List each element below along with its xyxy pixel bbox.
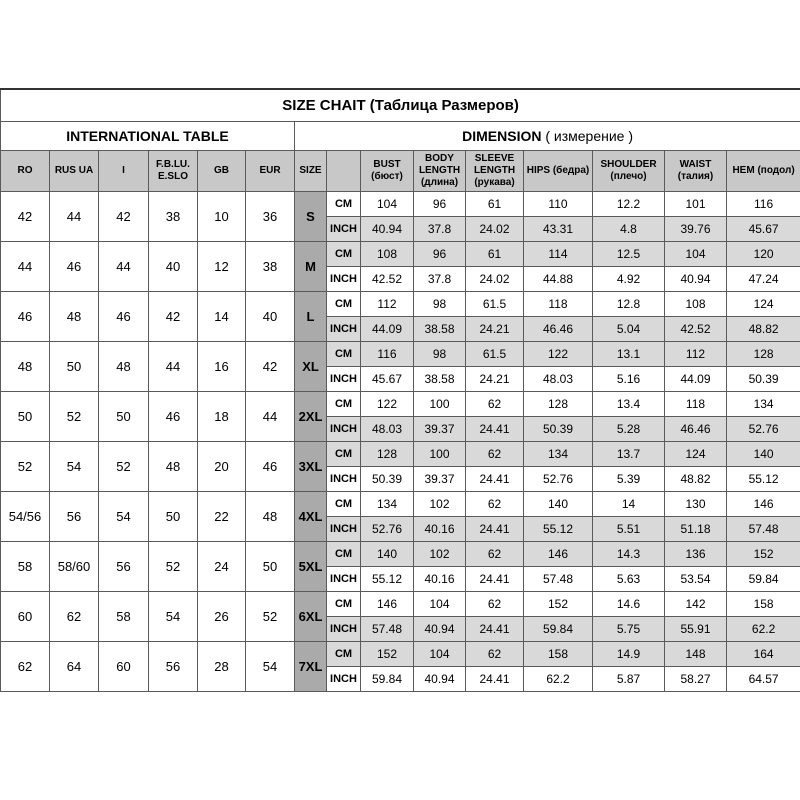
measurement-inch-cell: 24.21 — [466, 367, 524, 392]
unit-cm-label: CM — [327, 242, 361, 267]
measurement-inch-cell: 45.67 — [727, 217, 800, 242]
intl-size-cell: 56 — [149, 642, 198, 692]
unit-cm-label: CM — [327, 592, 361, 617]
measurement-cm-cell: 130 — [665, 492, 727, 517]
intl-size-cell: 46 — [99, 292, 149, 342]
intl-size-cell: 58 — [1, 542, 50, 592]
measurement-inch-cell: 40.94 — [665, 267, 727, 292]
col-header-shoulder: SHOULDER (плечо) — [593, 151, 665, 192]
intl-size-cell: 56 — [50, 492, 99, 542]
dimension-heading-en: DIMENSION — [462, 128, 542, 144]
measurement-cm-cell: 104 — [414, 592, 466, 617]
unit-cm-label: CM — [327, 392, 361, 417]
measurement-cm-cell: 116 — [361, 342, 414, 367]
size-label-cell: XL — [295, 342, 327, 392]
intl-size-cell: 46 — [246, 442, 295, 492]
intl-size-cell: 46 — [149, 392, 198, 442]
unit-inch-label: INCH — [327, 317, 361, 342]
measurement-cm-cell: 134 — [524, 442, 593, 467]
measurement-inch-cell: 48.03 — [524, 367, 593, 392]
measurement-cm-cell: 12.5 — [593, 242, 665, 267]
measurement-inch-cell: 55.12 — [524, 517, 593, 542]
measurement-cm-cell: 114 — [524, 242, 593, 267]
measurement-cm-cell: 146 — [727, 492, 800, 517]
intl-size-cell: 54/56 — [1, 492, 50, 542]
intl-size-cell: 52 — [1, 442, 50, 492]
measurement-cm-cell: 62 — [466, 592, 524, 617]
measurement-inch-cell: 57.48 — [524, 567, 593, 592]
intl-size-cell: 54 — [99, 492, 149, 542]
col-header-eur: EUR — [246, 151, 295, 192]
intl-size-cell: 58/60 — [50, 542, 99, 592]
measurement-inch-cell: 59.84 — [524, 617, 593, 642]
measurement-cm-cell: 62 — [466, 392, 524, 417]
measurement-cm-cell: 148 — [665, 642, 727, 667]
intl-size-cell: 12 — [198, 242, 246, 292]
measurement-inch-cell: 40.94 — [414, 617, 466, 642]
measurement-inch-cell: 48.03 — [361, 417, 414, 442]
measurement-inch-cell: 5.16 — [593, 367, 665, 392]
measurement-cm-cell: 61.5 — [466, 342, 524, 367]
size-label-cell: S — [295, 192, 327, 242]
measurement-cm-cell: 128 — [727, 342, 800, 367]
size-label-cell: 7XL — [295, 642, 327, 692]
unit-inch-label: INCH — [327, 517, 361, 542]
measurement-inch-cell: 24.21 — [466, 317, 524, 342]
measurement-cm-cell: 124 — [665, 442, 727, 467]
measurement-cm-cell: 104 — [414, 642, 466, 667]
measurement-cm-cell: 158 — [727, 592, 800, 617]
measurement-cm-cell: 13.4 — [593, 392, 665, 417]
column-header-row — [1, 151, 800, 192]
unit-inch-label: INCH — [327, 467, 361, 492]
measurement-cm-cell: 122 — [361, 392, 414, 417]
intl-size-cell: 64 — [50, 642, 99, 692]
measurement-cm-cell: 118 — [665, 392, 727, 417]
unit-inch-label: INCH — [327, 617, 361, 642]
measurement-cm-cell: 62 — [466, 642, 524, 667]
intl-size-cell: 46 — [50, 242, 99, 292]
measurement-cm-cell: 140 — [361, 542, 414, 567]
measurement-inch-cell: 43.31 — [524, 217, 593, 242]
measurement-inch-cell: 58.27 — [665, 667, 727, 692]
measurement-cm-cell: 96 — [414, 242, 466, 267]
measurement-cm-cell: 102 — [414, 492, 466, 517]
measurement-inch-cell: 4.92 — [593, 267, 665, 292]
size-chart — [0, 88, 800, 702]
measurement-cm-cell: 118 — [524, 292, 593, 317]
intl-size-cell: 26 — [198, 592, 246, 642]
measurement-cm-cell: 152 — [524, 592, 593, 617]
measurement-cm-cell: 134 — [727, 392, 800, 417]
measurement-inch-cell: 53.54 — [665, 567, 727, 592]
intl-size-cell: 46 — [1, 292, 50, 342]
intl-size-cell: 54 — [246, 642, 295, 692]
measurement-cm-cell: 128 — [361, 442, 414, 467]
measurement-cm-cell: 98 — [414, 342, 466, 367]
unit-cm-label: CM — [327, 442, 361, 467]
measurement-inch-cell: 24.02 — [466, 217, 524, 242]
measurement-cm-cell: 104 — [361, 192, 414, 217]
measurement-inch-cell: 59.84 — [361, 667, 414, 692]
size-label-cell: L — [295, 292, 327, 342]
size-label-cell: 5XL — [295, 542, 327, 592]
intl-size-cell: 22 — [198, 492, 246, 542]
measurement-inch-cell: 50.39 — [361, 467, 414, 492]
measurement-inch-cell: 39.76 — [665, 217, 727, 242]
unit-inch-label: INCH — [327, 267, 361, 292]
measurement-cm-cell: 116 — [727, 192, 800, 217]
measurement-cm-cell: 98 — [414, 292, 466, 317]
col-header-sleeve-length: SLEEVE LENGTH (рукава) — [466, 151, 524, 192]
size-row-cm — [1, 442, 800, 467]
measurement-cm-cell: 134 — [361, 492, 414, 517]
measurement-cm-cell: 62 — [466, 542, 524, 567]
measurement-cm-cell: 104 — [665, 242, 727, 267]
col-header-ro: RO — [1, 151, 50, 192]
measurement-cm-cell: 112 — [665, 342, 727, 367]
dimension-heading — [295, 122, 800, 151]
measurement-cm-cell: 146 — [361, 592, 414, 617]
measurement-inch-cell: 5.04 — [593, 317, 665, 342]
measurement-cm-cell: 124 — [727, 292, 800, 317]
measurement-inch-cell: 55.91 — [665, 617, 727, 642]
measurement-cm-cell: 108 — [665, 292, 727, 317]
measurement-inch-cell: 24.41 — [466, 417, 524, 442]
intl-size-cell: 18 — [198, 392, 246, 442]
intl-size-cell: 48 — [50, 292, 99, 342]
col-header-gb: GB — [198, 151, 246, 192]
measurement-inch-cell: 55.12 — [361, 567, 414, 592]
measurement-inch-cell: 37.8 — [414, 267, 466, 292]
measurement-inch-cell: 40.16 — [414, 517, 466, 542]
measurement-inch-cell: 42.52 — [665, 317, 727, 342]
measurement-cm-cell: 12.8 — [593, 292, 665, 317]
col-header-hips: HIPS (бедра) — [524, 151, 593, 192]
measurement-cm-cell: 13.7 — [593, 442, 665, 467]
col-header-size: SIZE — [295, 151, 327, 192]
intl-size-cell: 38 — [149, 192, 198, 242]
measurement-cm-cell: 61.5 — [466, 292, 524, 317]
measurement-cm-cell: 96 — [414, 192, 466, 217]
size-row-cm — [1, 242, 800, 267]
measurement-cm-cell: 152 — [361, 642, 414, 667]
unit-inch-label: INCH — [327, 667, 361, 692]
measurement-inch-cell: 57.48 — [361, 617, 414, 642]
measurement-inch-cell: 57.48 — [727, 517, 800, 542]
measurement-inch-cell: 55.12 — [727, 467, 800, 492]
size-row-cm — [1, 492, 800, 517]
measurement-inch-cell: 38.58 — [414, 367, 466, 392]
measurement-inch-cell: 45.67 — [361, 367, 414, 392]
intl-size-cell: 48 — [1, 342, 50, 392]
measurement-cm-cell: 140 — [524, 492, 593, 517]
unit-cm-label: CM — [327, 342, 361, 367]
intl-size-cell: 48 — [99, 342, 149, 392]
measurement-inch-cell: 62.2 — [524, 667, 593, 692]
intl-size-cell: 50 — [246, 542, 295, 592]
measurement-inch-cell: 46.46 — [524, 317, 593, 342]
intl-size-cell: 44 — [99, 242, 149, 292]
dimension-heading-ru: ( измерение ) — [545, 128, 634, 144]
size-label-cell: 6XL — [295, 592, 327, 642]
measurement-cm-cell: 61 — [466, 192, 524, 217]
measurement-inch-cell: 5.28 — [593, 417, 665, 442]
measurement-inch-cell: 59.84 — [727, 567, 800, 592]
col-header-hem: HEM (подол) — [727, 151, 800, 192]
intl-size-cell: 50 — [50, 342, 99, 392]
measurement-inch-cell: 50.39 — [727, 367, 800, 392]
measurement-cm-cell: 14 — [593, 492, 665, 517]
measurement-cm-cell: 158 — [524, 642, 593, 667]
international-table-heading: INTERNATIONAL TABLE — [1, 122, 295, 151]
measurement-cm-cell: 14.3 — [593, 542, 665, 567]
measurement-inch-cell: 51.18 — [665, 517, 727, 542]
unit-cm-label: CM — [327, 642, 361, 667]
measurement-inch-cell: 52.76 — [727, 417, 800, 442]
measurement-cm-cell: 61 — [466, 242, 524, 267]
intl-size-cell: 52 — [99, 442, 149, 492]
intl-size-cell: 62 — [50, 592, 99, 642]
intl-size-cell: 40 — [149, 242, 198, 292]
intl-size-cell: 28 — [198, 642, 246, 692]
unit-inch-label: INCH — [327, 217, 361, 242]
measurement-inch-cell: 44.88 — [524, 267, 593, 292]
measurement-inch-cell: 38.58 — [414, 317, 466, 342]
measurement-inch-cell: 62.2 — [727, 617, 800, 642]
intl-size-cell: 42 — [246, 342, 295, 392]
measurement-inch-cell: 24.41 — [466, 467, 524, 492]
unit-inch-label: INCH — [327, 417, 361, 442]
measurement-inch-cell: 48.82 — [665, 467, 727, 492]
measurement-inch-cell: 5.39 — [593, 467, 665, 492]
col-header-bust: BUST (бюст) — [361, 151, 414, 192]
intl-size-cell: 36 — [246, 192, 295, 242]
intl-size-cell: 42 — [1, 192, 50, 242]
measurement-cm-cell: 122 — [524, 342, 593, 367]
intl-size-cell: 38 — [246, 242, 295, 292]
measurement-cm-cell: 100 — [414, 442, 466, 467]
col-header-rus-ua: RUS UA — [50, 151, 99, 192]
measurement-cm-cell: 62 — [466, 442, 524, 467]
intl-size-cell: 16 — [198, 342, 246, 392]
measurement-inch-cell: 37.8 — [414, 217, 466, 242]
measurement-inch-cell: 5.63 — [593, 567, 665, 592]
measurement-cm-cell: 14.6 — [593, 592, 665, 617]
measurement-cm-cell: 164 — [727, 642, 800, 667]
size-label-cell: 3XL — [295, 442, 327, 492]
measurement-cm-cell: 146 — [524, 542, 593, 567]
measurement-inch-cell: 40.94 — [414, 667, 466, 692]
measurement-cm-cell: 101 — [665, 192, 727, 217]
size-row-cm — [1, 292, 800, 317]
measurement-inch-cell: 50.39 — [524, 417, 593, 442]
measurement-inch-cell: 42.52 — [361, 267, 414, 292]
unit-cm-label: CM — [327, 542, 361, 567]
unit-inch-label: INCH — [327, 567, 361, 592]
intl-size-cell: 52 — [149, 542, 198, 592]
measurement-inch-cell: 24.41 — [466, 617, 524, 642]
intl-size-cell: 60 — [99, 642, 149, 692]
measurement-inch-cell: 40.16 — [414, 567, 466, 592]
measurement-inch-cell: 39.37 — [414, 467, 466, 492]
intl-size-cell: 44 — [50, 192, 99, 242]
intl-size-cell: 44 — [149, 342, 198, 392]
size-row-cm — [1, 392, 800, 417]
intl-size-cell: 20 — [198, 442, 246, 492]
unit-cm-label: CM — [327, 492, 361, 517]
measurement-cm-cell: 120 — [727, 242, 800, 267]
intl-size-cell: 48 — [246, 492, 295, 542]
measurement-cm-cell: 110 — [524, 192, 593, 217]
measurement-inch-cell: 24.41 — [466, 517, 524, 542]
col-header-i: I — [99, 151, 149, 192]
measurement-cm-cell: 102 — [414, 542, 466, 567]
col-header-waist: WAIST (талия) — [665, 151, 727, 192]
intl-size-cell: 14 — [198, 292, 246, 342]
measurement-cm-cell: 112 — [361, 292, 414, 317]
col-header-body-length: BODY LENGTH (длина) — [414, 151, 466, 192]
measurement-cm-cell: 100 — [414, 392, 466, 417]
size-label-cell: 4XL — [295, 492, 327, 542]
size-table — [0, 88, 800, 692]
measurement-inch-cell: 5.87 — [593, 667, 665, 692]
chart-title: SIZE CHAIT (Таблица Размеров) — [1, 89, 800, 122]
unit-cm-label: CM — [327, 192, 361, 217]
intl-size-cell: 58 — [99, 592, 149, 642]
measurement-cm-cell: 140 — [727, 442, 800, 467]
measurement-inch-cell: 5.51 — [593, 517, 665, 542]
measurement-cm-cell: 108 — [361, 242, 414, 267]
intl-size-cell: 40 — [246, 292, 295, 342]
size-row-cm — [1, 642, 800, 667]
intl-size-cell: 42 — [149, 292, 198, 342]
measurement-inch-cell: 44.09 — [665, 367, 727, 392]
intl-size-cell: 62 — [1, 642, 50, 692]
intl-size-cell: 50 — [149, 492, 198, 542]
intl-size-cell: 24 — [198, 542, 246, 592]
intl-size-cell: 54 — [149, 592, 198, 642]
measurement-inch-cell: 52.76 — [361, 517, 414, 542]
measurement-inch-cell: 64.57 — [727, 667, 800, 692]
measurement-inch-cell: 5.75 — [593, 617, 665, 642]
measurement-cm-cell: 152 — [727, 542, 800, 567]
measurement-inch-cell: 44.09 — [361, 317, 414, 342]
measurement-cm-cell: 136 — [665, 542, 727, 567]
intl-size-cell: 60 — [1, 592, 50, 642]
col-header-fblu-eslo: F.B.LU. E.SLO — [149, 151, 198, 192]
measurement-cm-cell: 14.9 — [593, 642, 665, 667]
intl-size-cell: 44 — [1, 242, 50, 292]
intl-size-cell: 52 — [50, 392, 99, 442]
measurement-cm-cell: 128 — [524, 392, 593, 417]
intl-size-cell: 50 — [1, 392, 50, 442]
size-row-cm — [1, 342, 800, 367]
unit-inch-label: INCH — [327, 367, 361, 392]
measurement-inch-cell: 48.82 — [727, 317, 800, 342]
measurement-cm-cell: 13.1 — [593, 342, 665, 367]
measurement-inch-cell: 24.41 — [466, 667, 524, 692]
intl-size-cell: 50 — [99, 392, 149, 442]
intl-size-cell: 54 — [50, 442, 99, 492]
size-row-cm — [1, 192, 800, 217]
measurement-inch-cell: 39.37 — [414, 417, 466, 442]
measurement-cm-cell: 142 — [665, 592, 727, 617]
measurement-cm-cell: 62 — [466, 492, 524, 517]
measurement-inch-cell: 46.46 — [665, 417, 727, 442]
measurement-inch-cell: 40.94 — [361, 217, 414, 242]
measurement-inch-cell: 24.02 — [466, 267, 524, 292]
size-label-cell: 2XL — [295, 392, 327, 442]
measurement-inch-cell: 47.24 — [727, 267, 800, 292]
intl-size-cell: 56 — [99, 542, 149, 592]
size-row-cm — [1, 542, 800, 567]
measurement-inch-cell: 24.41 — [466, 567, 524, 592]
intl-size-cell: 42 — [99, 192, 149, 242]
intl-size-cell: 10 — [198, 192, 246, 242]
measurement-inch-cell: 52.76 — [524, 467, 593, 492]
col-header-unit — [327, 151, 361, 192]
measurement-inch-cell: 4.8 — [593, 217, 665, 242]
intl-size-cell: 48 — [149, 442, 198, 492]
size-row-cm — [1, 592, 800, 617]
intl-size-cell: 44 — [246, 392, 295, 442]
intl-size-cell: 52 — [246, 592, 295, 642]
size-label-cell: M — [295, 242, 327, 292]
unit-cm-label: CM — [327, 292, 361, 317]
measurement-cm-cell: 12.2 — [593, 192, 665, 217]
